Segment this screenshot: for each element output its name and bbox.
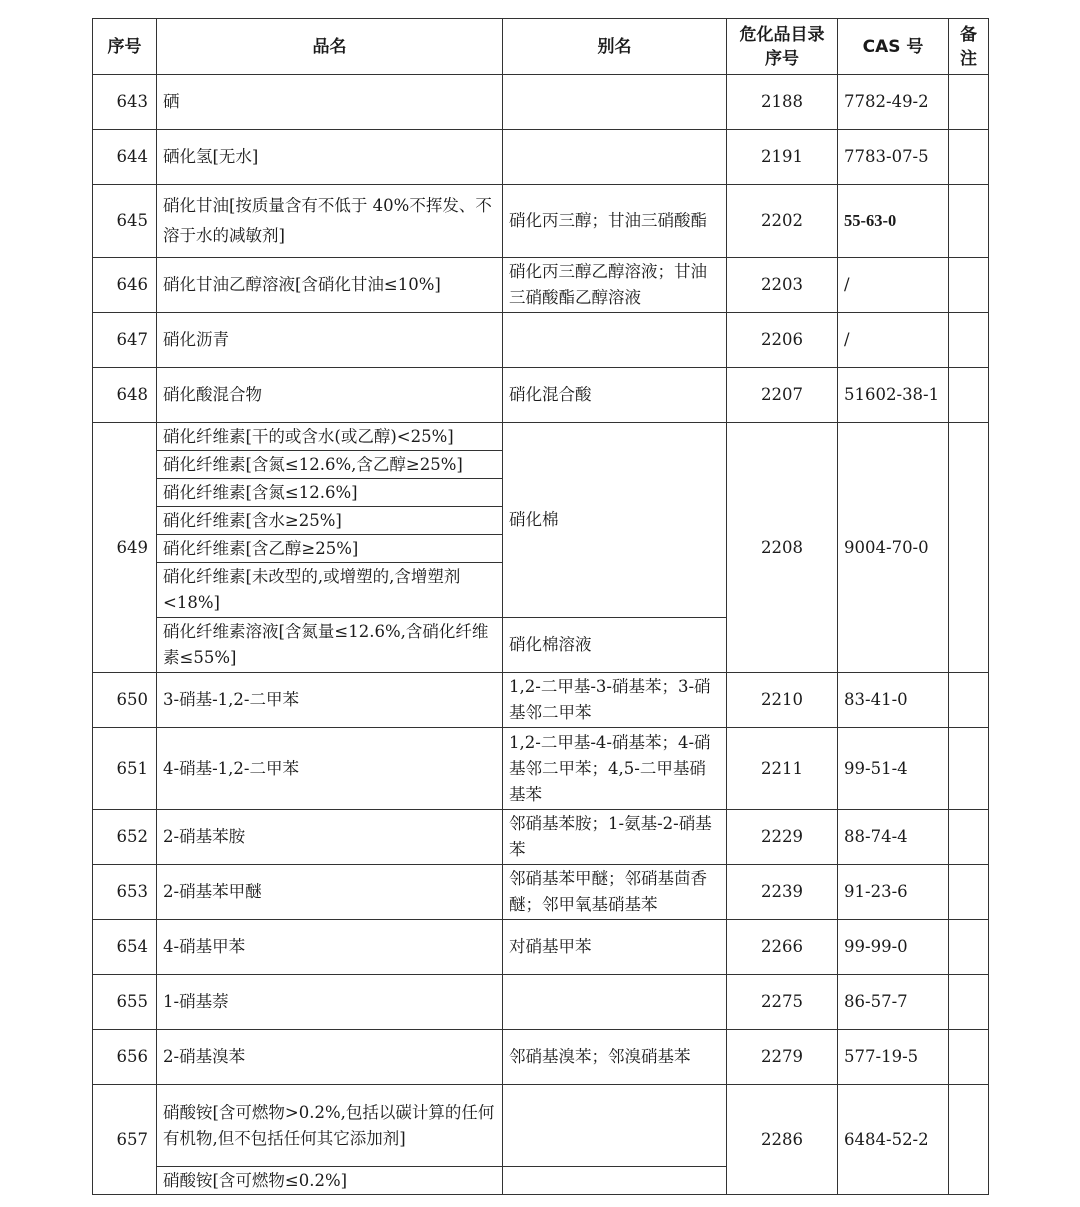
chemical-catalog-table — [92, 18, 989, 1195]
table-row — [93, 368, 989, 423]
catalog-number: 2211 — [727, 728, 838, 810]
catalog-number: 2203 — [727, 258, 838, 313]
remark — [949, 673, 989, 728]
alias: 1,2-二甲基-3-硝基苯；3-硝基邻二甲苯 — [503, 673, 727, 728]
alias: 1,2-二甲基-4-硝基苯；4-硝基邻二甲苯；4,5-二甲基硝基苯 — [503, 728, 727, 810]
row-number: 646 — [93, 258, 157, 313]
table-row — [93, 810, 989, 865]
remark — [949, 810, 989, 865]
table-row — [93, 75, 989, 130]
product-name: 2-硝基苯胺 — [157, 810, 503, 865]
alias: 邻硝基苯胺；1-氨基-2-硝基苯 — [503, 810, 727, 865]
product-name: 4-硝基-1,2-二甲苯 — [157, 728, 503, 810]
cas-number: / — [838, 258, 949, 313]
row-number: 648 — [93, 368, 157, 423]
header-cas: CAS 号 — [838, 19, 949, 75]
table-row — [93, 920, 989, 975]
header-row — [93, 19, 989, 75]
alias: 邻硝基苯甲醚；邻硝基茴香醚；邻甲氧基硝基苯 — [503, 865, 727, 920]
row-number: 643 — [93, 75, 157, 130]
header-remark: 备 注 — [949, 19, 989, 75]
catalog-number: 2266 — [727, 920, 838, 975]
alias: 硝化混合酸 — [503, 368, 727, 423]
row-number: 647 — [93, 313, 157, 368]
product-name: 硝化纤维素[含水≥25%] — [157, 507, 503, 535]
row-number: 645 — [93, 185, 157, 258]
remark — [949, 75, 989, 130]
catalog-number: 2191 — [727, 130, 838, 185]
table-row — [93, 130, 989, 185]
remark — [949, 258, 989, 313]
cas-number: 9004-70-0 — [838, 423, 949, 673]
remark — [949, 1030, 989, 1085]
remark — [949, 865, 989, 920]
table-row — [93, 865, 989, 920]
alias: 邻硝基溴苯；邻溴硝基苯 — [503, 1030, 727, 1085]
catalog-number: 2229 — [727, 810, 838, 865]
row-number: 653 — [93, 865, 157, 920]
catalog-number: 2279 — [727, 1030, 838, 1085]
alias — [503, 313, 727, 368]
alias: 硝化丙三醇；甘油三硝酸酯 — [503, 185, 727, 258]
row-number: 654 — [93, 920, 157, 975]
catalog-number: 2202 — [727, 185, 838, 258]
product-name: 4-硝基甲苯 — [157, 920, 503, 975]
remark — [949, 130, 989, 185]
alias: 对硝基甲苯 — [503, 920, 727, 975]
table-row — [93, 1030, 989, 1085]
cas-number: 7782-49-2 — [838, 75, 949, 130]
remark — [949, 975, 989, 1030]
table-row — [93, 728, 989, 810]
product-name: 硝化纤维素[未改型的,或增塑的,含增塑剂<18%] — [157, 563, 503, 618]
remark — [949, 185, 989, 258]
catalog-number: 2286 — [727, 1085, 838, 1195]
row-number: 652 — [93, 810, 157, 865]
product-name: 硒 — [157, 75, 503, 130]
product-name: 硝化甘油[按质量含有不低于 40%不挥发、不溶于水的减敏剂] — [157, 185, 503, 258]
product-name: 硝化纤维素[含乙醇≥25%] — [157, 535, 503, 563]
cas-number: / — [838, 313, 949, 368]
remark — [949, 728, 989, 810]
row-number: 651 — [93, 728, 157, 810]
header-catalog-no: 危化品目录 序号 — [727, 19, 838, 75]
alias — [503, 1167, 727, 1195]
table-row — [93, 975, 989, 1030]
remark — [949, 313, 989, 368]
row-number: 649 — [93, 423, 157, 673]
cas-number: 86-57-7 — [838, 975, 949, 1030]
product-name: 3-硝基-1,2-二甲苯 — [157, 673, 503, 728]
cas-number: 51602-38-1 — [838, 368, 949, 423]
table-row — [93, 185, 989, 258]
remark — [949, 423, 989, 673]
catalog-number: 2207 — [727, 368, 838, 423]
header-no: 序号 — [93, 19, 157, 75]
table-row — [93, 673, 989, 728]
row-number: 657 — [93, 1085, 157, 1195]
remark — [949, 368, 989, 423]
alias — [503, 75, 727, 130]
cas-number: 88-74-4 — [838, 810, 949, 865]
alias — [503, 1085, 727, 1167]
header-alias: 别名 — [503, 19, 727, 75]
catalog-number: 2206 — [727, 313, 838, 368]
cas-number: 6484-52-2 — [838, 1085, 949, 1195]
product-name: 硝化甘油乙醇溶液[含硝化甘油≤10%] — [157, 258, 503, 313]
row-number: 650 — [93, 673, 157, 728]
catalog-number: 2188 — [727, 75, 838, 130]
cas-number: 55-63-0 — [838, 185, 949, 258]
product-name: 硝酸铵[含可燃物≤0.2%] — [157, 1167, 503, 1195]
header-name: 品名 — [157, 19, 503, 75]
table-row — [93, 258, 989, 313]
product-name: 硝化酸混合物 — [157, 368, 503, 423]
table-row — [93, 1085, 989, 1167]
alias — [503, 975, 727, 1030]
cas-number: 99-99-0 — [838, 920, 949, 975]
cas-number: 577-19-5 — [838, 1030, 949, 1085]
cas-number: 7783-07-5 — [838, 130, 949, 185]
remark — [949, 920, 989, 975]
table-row — [93, 423, 989, 451]
row-number: 644 — [93, 130, 157, 185]
cas-number: 83-41-0 — [838, 673, 949, 728]
catalog-number: 2210 — [727, 673, 838, 728]
row-number: 655 — [93, 975, 157, 1030]
product-name: 硝化纤维素[含氮≤12.6%] — [157, 479, 503, 507]
remark — [949, 1085, 989, 1195]
product-name: 硝化纤维素溶液[含氮量≤12.6%,含硝化纤维素≤55%] — [157, 618, 503, 673]
product-name: 硝化纤维素[干的或含水(或乙醇)<25%] — [157, 423, 503, 451]
product-name: 硝化纤维素[含氮≤12.6%,含乙醇≥25%] — [157, 451, 503, 479]
cas-number: 91-23-6 — [838, 865, 949, 920]
product-name: 2-硝基苯甲醚 — [157, 865, 503, 920]
alias: 硝化丙三醇乙醇溶液；甘油三硝酸酯乙醇溶液 — [503, 258, 727, 313]
product-name: 硒化氢[无水] — [157, 130, 503, 185]
catalog-number: 2208 — [727, 423, 838, 673]
cas-number: 99-51-4 — [838, 728, 949, 810]
alias: 硝化棉溶液 — [503, 618, 727, 673]
product-name: 1-硝基萘 — [157, 975, 503, 1030]
row-number: 656 — [93, 1030, 157, 1085]
catalog-number: 2275 — [727, 975, 838, 1030]
product-name: 硝化沥青 — [157, 313, 503, 368]
table-row — [93, 313, 989, 368]
catalog-number: 2239 — [727, 865, 838, 920]
alias — [503, 130, 727, 185]
product-name: 硝酸铵[含可燃物>0.2%,包括以碳计算的任何有机物,但不包括任何其它添加剂] — [157, 1085, 503, 1167]
product-name: 2-硝基溴苯 — [157, 1030, 503, 1085]
alias: 硝化棉 — [503, 423, 727, 618]
